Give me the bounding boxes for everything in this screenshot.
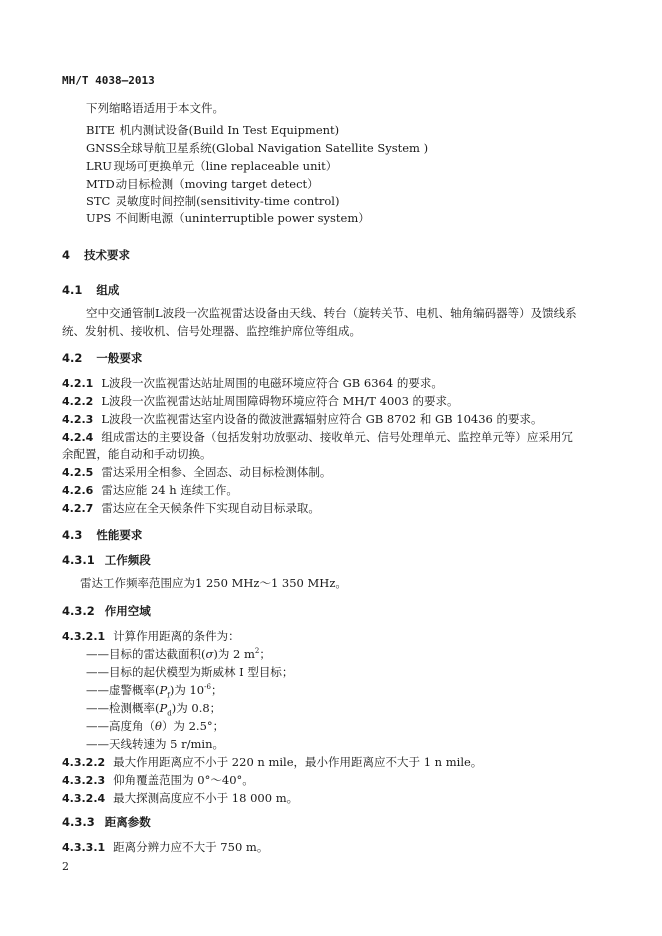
clause-4-3-2-2	[62, 755, 482, 770]
abbrev-code: MTD	[86, 177, 115, 191]
probability-symbol: P	[159, 701, 168, 715]
section-heading-4-2	[62, 351, 142, 366]
clause-4-2-4	[62, 430, 573, 445]
clause-4-2-6	[62, 483, 238, 498]
abbrev-item	[86, 177, 319, 192]
abbrev-item	[86, 141, 428, 156]
clause-4-2-1	[62, 376, 443, 391]
section-number: 4.3.2	[62, 604, 95, 618]
section-number: 4.2	[62, 351, 83, 365]
page-number: 2	[62, 860, 69, 873]
subscript: d	[167, 709, 172, 718]
abbrev-code: BITE	[86, 123, 116, 137]
condition-dash-item: ——天线转速为 5 r/min。	[86, 737, 224, 751]
sigma-symbol: σ	[205, 647, 214, 661]
clause-4-2-3	[62, 412, 543, 427]
section-title: 性能要求	[96, 528, 143, 542]
clause-text: 雷达应在全天候条件下实现自动目标录取。	[101, 501, 320, 515]
abbrev-item	[86, 194, 339, 209]
abbrev-text: 动目标检测（moving target detect）	[115, 177, 319, 191]
condition-text: ——高度角（	[86, 719, 155, 733]
section-number: 4.3.1	[62, 553, 95, 567]
clause-text: 组成雷达的主要设备（包括发射功放驱动、接收单元、信号处理单元、监控单元等）应采用冗	[101, 430, 573, 444]
theta-symbol: θ	[155, 719, 162, 733]
clause-number: 4.2.3	[62, 413, 94, 426]
section-title: 组成	[96, 283, 120, 297]
clause-text: 计算作用距离的条件为：	[113, 629, 240, 643]
clause-number: 4.3.3.1	[62, 841, 106, 854]
subscript: f	[167, 691, 170, 700]
section-title: 距离参数	[104, 815, 151, 829]
clause-4-2-2	[62, 394, 459, 409]
clause-4-3-2-1	[62, 629, 240, 644]
paragraph-line: 统、发射机、接收机、信号处理器、监控维护席位等组成。	[62, 324, 361, 338]
section-heading-4-3-1	[62, 553, 151, 568]
section-number: 4.1	[62, 283, 83, 297]
paragraph-line: 雷达工作频率范围应为1 250 MHz～1 350 MHz。	[80, 576, 347, 590]
abbrev-text: 机内测试设备(Build In Test Equipment)	[119, 123, 340, 137]
superscript: 2	[254, 647, 260, 656]
section-heading-4-3	[62, 528, 142, 543]
clause-number: 4.3.2.1	[62, 630, 106, 643]
abbrev-text: 现场可更换单元（line replaceable unit）	[113, 159, 338, 173]
abbrev-text: 灵敏度时间控制(sensitivity-time control)	[115, 194, 340, 208]
clause-text: L波段一次监视雷达站址周围的电磁环境应符合 GB 6364 的要求。	[101, 376, 443, 390]
section-number: 4	[62, 248, 71, 262]
condition-text: )为 0.8；	[171, 701, 222, 715]
abbrev-text: 全球导航卫星系统(Global Navigation Satellite System )	[119, 141, 429, 155]
abbrev-intro: 下列缩略语适用于本文件。	[86, 101, 224, 115]
condition-text: ——检测概率(	[86, 701, 160, 715]
clause-4-2-5	[62, 465, 331, 480]
clause-number: 4.2.2	[62, 395, 94, 408]
clause-number: 4.3.2.4	[62, 792, 106, 805]
condition-text: ——虚警概率(	[86, 683, 160, 697]
section-title: 工作频段	[104, 553, 151, 567]
clause-number: 4.2.7	[62, 502, 94, 515]
section-number: 4.3.3	[62, 815, 95, 829]
condition-text: ；	[259, 647, 271, 661]
condition-text: ）为 2.5°；	[161, 719, 225, 733]
condition-dash-item: ——目标的起伏模型为斯威林 I 型目标；	[86, 665, 294, 679]
clause-number: 4.2.5	[62, 466, 94, 479]
section-heading-4-3-3	[62, 815, 151, 830]
clause-number: 4.2.4	[62, 431, 94, 444]
condition-text: ——目标的雷达截面积(	[86, 647, 206, 661]
section-heading-4-1	[62, 283, 119, 298]
section-number: 4.3	[62, 528, 83, 542]
clause-4-3-2-3	[62, 773, 254, 788]
clause-text: 仰角覆盖范围为 0°～40°。	[113, 773, 254, 787]
clause-text: 最大探测高度应不小于 18 000 m。	[113, 791, 299, 805]
condition-dash-item	[86, 647, 271, 662]
abbrev-code: UPS	[86, 211, 112, 225]
condition-text: ；	[210, 683, 223, 697]
clause-number: 4.2.6	[62, 484, 94, 497]
condition-dash-item	[86, 719, 224, 734]
clause-text: 雷达采用全相参、全固态、动目标检测体制。	[101, 465, 332, 479]
clause-text: 雷达应能 24 h 连续工作。	[101, 483, 238, 497]
section-title: 一般要求	[96, 351, 143, 365]
section-heading-4-3-2	[62, 604, 151, 619]
condition-dash-item	[86, 701, 221, 716]
clause-text: L波段一次监视雷达室内设备的微波泄露辐射应符合 GB 8702 和 GB 10436 的要求。	[101, 412, 543, 426]
abbrev-item	[86, 159, 337, 174]
probability-symbol: P	[159, 683, 168, 697]
clause-text: L波段一次监视雷达站址周围障碍物环境应符合 MH/T 4003 的要求。	[101, 394, 459, 408]
abbrev-code: STC	[86, 194, 111, 208]
abbrev-item	[86, 211, 370, 226]
clause-number: 4.3.2.3	[62, 774, 106, 787]
clause-number: 4.3.2.2	[62, 756, 106, 769]
clause-text: 距离分辨力应不大于 750 m。	[113, 840, 269, 854]
clause-4-3-3-1	[62, 840, 268, 855]
section-title: 作用空域	[104, 604, 151, 618]
abbrev-item	[86, 123, 339, 138]
section-heading-4	[62, 248, 130, 263]
clause-number: 4.2.1	[62, 377, 94, 390]
abbrev-code: LRU	[86, 159, 112, 173]
clause-continuation: 余配置，能自动和手动切换。	[62, 447, 212, 461]
clause-text: 最大作用距离应不小于 220 n mile，最小作用距离应不大于 1 n mile。	[113, 755, 483, 769]
clause-4-2-7	[62, 501, 320, 516]
condition-text: )为 2 m	[213, 647, 255, 661]
condition-text: )为 10	[169, 683, 205, 697]
abbrev-code: GNSS	[86, 141, 121, 155]
superscript: -6	[204, 683, 211, 692]
condition-dash-item	[86, 683, 222, 698]
paragraph-line: 空中交通管制L波段一次监视雷达设备由天线、转台（旋转关节、电机、轴角编码器等）及馈线系	[86, 306, 577, 320]
abbrev-text: 不间断电源（uninterruptible power system）	[115, 211, 370, 225]
document-code-header: MH/T 4038—2013	[62, 74, 155, 87]
clause-4-3-2-4	[62, 791, 298, 806]
section-title: 技术要求	[84, 248, 131, 262]
